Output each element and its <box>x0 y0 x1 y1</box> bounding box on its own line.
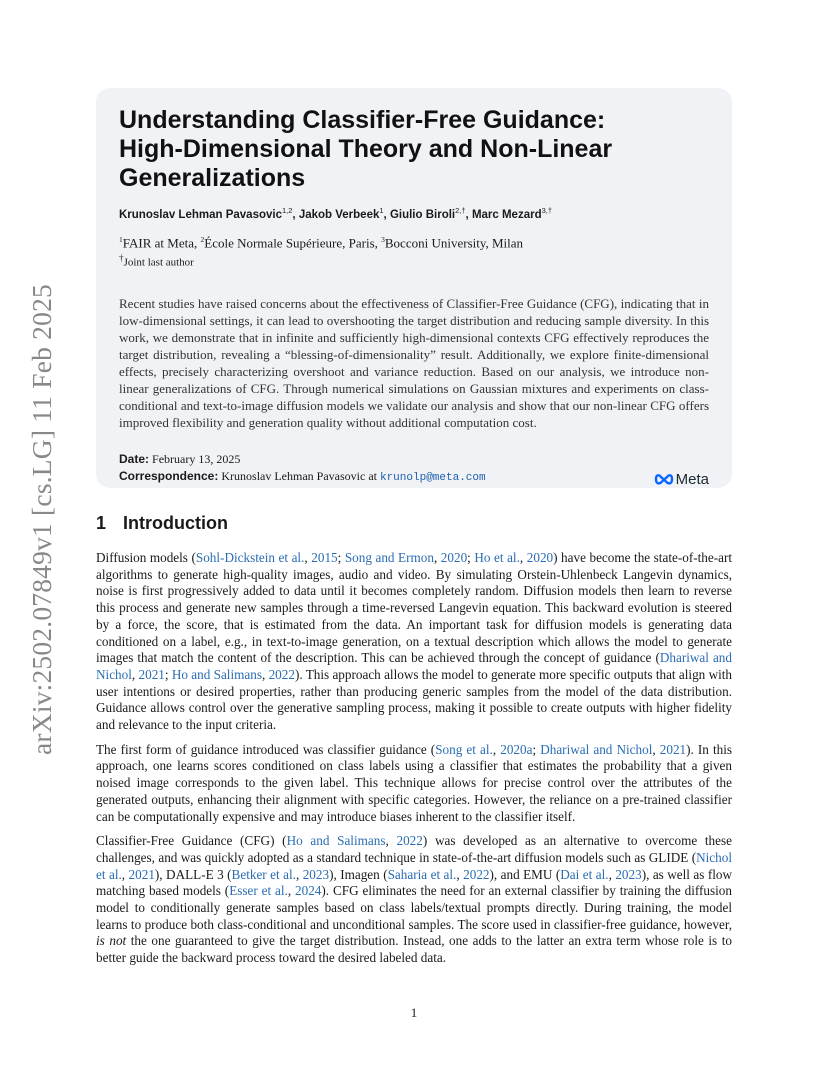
citation-link[interactable]: 2024 <box>295 883 322 899</box>
affiliation-name: École Normale Supérieure, Paris, <box>204 235 382 251</box>
title-line: High-Dimensional Theory and Non-Linear <box>119 135 613 163</box>
text-run: ). CFG eliminates the need for an external classifier by training the diffusion model to conditionally generate samples based on class labels/textual prompts directly. During training, the model learns to produce both class-conditional and unconditional samples. The score used in classifier-free guidance, however, <box>96 883 732 932</box>
arxiv-identifier: arXiv:2502.07849v1 [cs.LG] 11 Feb 2025 <box>26 284 57 755</box>
text-run: , <box>519 550 527 565</box>
text-run: ). In this approach, one learns scores conditioned on class labels using a classifier that estimates the probability that a given noised image corresponds to the given label. This technique allows for precise control over the attributes of the generated outputs, enhancing their alignment with specific categories. However, the reliance on a pre-trained classifier can be computationally expensive and may introduce biases inherent to the classifier itself. <box>96 741 733 824</box>
title-line: Generalizations <box>119 164 306 192</box>
paper-title <box>119 106 709 193</box>
text-run: , <box>261 666 269 682</box>
section-title: Introduction <box>123 513 228 533</box>
citation-link[interactable]: 2020 <box>526 550 554 565</box>
text-run: ), Imagen ( <box>329 866 388 882</box>
citation-link[interactable]: 2020 <box>440 550 468 565</box>
text-run: ), DALL-E 3 ( <box>154 866 232 882</box>
citation-link[interactable]: 2022 <box>463 866 490 882</box>
citation-link[interactable]: Esser et al. <box>229 883 288 899</box>
text-run: , <box>131 666 139 682</box>
text-run: Diffusion models ( <box>96 550 196 565</box>
author-affiliation-marker: 1 <box>379 206 384 215</box>
text-run: , <box>295 866 303 882</box>
correspondence-email-link[interactable]: krunolp@meta.com <box>379 471 486 484</box>
author-affiliation-marker: 2,† <box>455 206 466 215</box>
emphasis-text: is not <box>96 933 127 949</box>
body-paragraph <box>96 833 732 967</box>
meta-logo <box>654 471 709 488</box>
citation-link[interactable]: 2021 <box>138 666 165 682</box>
text-run: ) have become the state-of-the-art algorithms to generate high-quality images, audio and video. By simulating Orstein-Uhlenbeck Langevin dynamics, noise is first progressively added to data until it becomes completely random. Diffusion models then learn to reverse this process and generate new samples through a time-reversed Langevin equation. This backward evolution is steered by a force, the score, that is estimated from the data. An important task for diffusion models is generating data conditioned on a label, e.g., in text-to-image generation, on a textual description which allows the model to generate images that match the content of the description. This can be achieved through the concept of guidance ( <box>96 550 733 666</box>
section-number: 1 <box>96 513 107 533</box>
citation-link[interactable]: 2023 <box>302 866 330 882</box>
joint-last-author-note: †Joint last author <box>119 253 194 269</box>
text-run: ; <box>467 550 475 565</box>
citation-link[interactable]: 2022 <box>268 666 295 682</box>
date-row <box>119 451 709 468</box>
citation-link[interactable]: Sohl-Dickstein et al. <box>195 550 305 565</box>
affiliations <box>119 231 709 251</box>
author-name: Giulio Biroli <box>389 208 456 221</box>
affiliation-marker: 3 <box>381 234 385 244</box>
page-number: 1 <box>410 1005 418 1020</box>
text-run: ) was developed as an alternative to overcome these challenges, and was quickly adopted as a standard technique in state-of-the-art diffusion models such as GLIDE ( <box>96 833 732 865</box>
citation-link[interactable]: 2015 <box>311 550 338 565</box>
text-run: ). This approach allows the model to generate more specific outputs that align with user intentions or desired properties, rather than producing generic samples from the model of the data distribution. Guidance allows control over the generative sampling process, making it possible to create outputs with higher fidelity and relevance to the input criteria. <box>96 666 733 733</box>
date-value: February 13, 2025 <box>152 451 241 466</box>
author-name: Krunoslav Lehman Pavasovic <box>119 208 282 221</box>
citation-link[interactable]: Ho et al. <box>474 550 520 565</box>
author-list: Krunoslav Lehman Pavasovic$^{1,2}$, Jakob Verbeek$^1$, Giulio Biroli$^{2,\dagger}$, Marc Mezard$^{3,\dagger}$ <box>119 206 553 221</box>
correspondence-value: Krunoslav Lehman Pavasovic at <box>221 468 377 483</box>
text-run: , <box>385 833 397 849</box>
text-run: ), as well as flow matching based models ( <box>96 866 733 899</box>
title-line: Understanding Classifier-Free Guidance: <box>119 106 606 134</box>
paper-metadata <box>119 451 709 487</box>
text-run: ), and EMU ( <box>489 866 561 882</box>
text-run: ; <box>337 550 345 565</box>
citation-link[interactable]: 2021 <box>659 741 687 757</box>
affiliation-name: FAIR at Meta, <box>122 235 201 251</box>
text-run: , <box>652 741 660 757</box>
section-heading <box>96 513 228 534</box>
citation-link[interactable]: Dai et al. <box>560 866 609 882</box>
citation-link[interactable]: 2021 <box>128 866 155 882</box>
correspondence-label: Correspondence: <box>119 468 219 483</box>
text-run: ; <box>532 741 541 757</box>
citation-link[interactable]: Song et al. <box>435 741 493 757</box>
author-name: Marc Mezard <box>471 208 542 221</box>
body-paragraph <box>96 742 732 826</box>
text-run: , <box>456 866 464 882</box>
text-run: Classifier-Free Guidance (CFG) ( <box>96 833 287 849</box>
citation-link[interactable]: Betker et al. <box>231 866 296 882</box>
text-run: ; <box>164 666 172 682</box>
text-run: , <box>304 550 312 565</box>
meta-infinity-icon <box>654 473 674 485</box>
citation-link[interactable]: Nichol et al. <box>96 849 732 882</box>
citation-link[interactable]: 2023 <box>615 866 642 882</box>
citation-link[interactable]: Dhariwal and Nichol <box>540 741 653 757</box>
meta-wordmark: Meta <box>675 470 709 488</box>
citation-link[interactable]: 2022 <box>396 833 423 849</box>
date-label: Date: <box>119 451 150 466</box>
text-run: , <box>121 866 129 882</box>
affiliation-name: Bocconi University, Milan <box>384 235 524 251</box>
correspondence-row <box>119 468 709 487</box>
text-run: The first form of guidance introduced was classifier guidance ( <box>96 741 436 757</box>
text-run: the one guaranteed to give the target distribution. Instead, one adds to the latter an extra term whose role is to better guide the backward process toward the desired labeled data. <box>96 933 732 966</box>
affiliation-marker: 2 <box>200 234 205 244</box>
text-run: , <box>433 550 441 565</box>
citation-link[interactable]: 2020a <box>500 741 533 757</box>
citation-link[interactable]: Ho and Salimans <box>286 833 386 849</box>
author-affiliation-marker: 1,2 <box>281 206 293 215</box>
text-run: , <box>287 883 296 899</box>
citation-link[interactable]: Song and Ermon <box>344 550 434 565</box>
introduction-body <box>96 550 732 975</box>
citation-link[interactable]: Saharia et al. <box>387 866 457 882</box>
author-name: Jakob Verbeek <box>298 208 380 221</box>
citation-link[interactable]: Dhariwal and Nichol <box>96 650 732 682</box>
title-block <box>96 88 732 488</box>
author-affiliation-marker: 3,† <box>541 206 553 215</box>
abstract: Recent studies have raised concerns about the effectiveness of Classifier-Free Guidance (CFG), indicating that in low-dimensional settings, it can lead to overshooting the target distribution and reducing sample diversity. In this work, we demonstrate that in infinite and sufficiently high-dimensional contexts CFG effectively reproduces the target distribution, revealing a “blessing-of-dimensionality” result. Additionally, we explore finite-dimensional effects, precisely characterizing overshoot and variance reduction. Based on our analysis, we introduce non-linear generalizations of CFG. Through numerical simulations on Gaussian mixtures and experiments on class-conditional and text-to-image diffusion models we validate our analysis and show that our non-linear CFG offers improved flexibility and generation quality without additional computation cost. <box>119 295 709 430</box>
text-run: , <box>492 741 501 757</box>
citation-link[interactable]: Ho and Salimans <box>171 666 262 682</box>
body-paragraph <box>96 550 732 734</box>
text-run: , <box>608 866 616 882</box>
affiliation-marker: 1 <box>119 234 123 244</box>
